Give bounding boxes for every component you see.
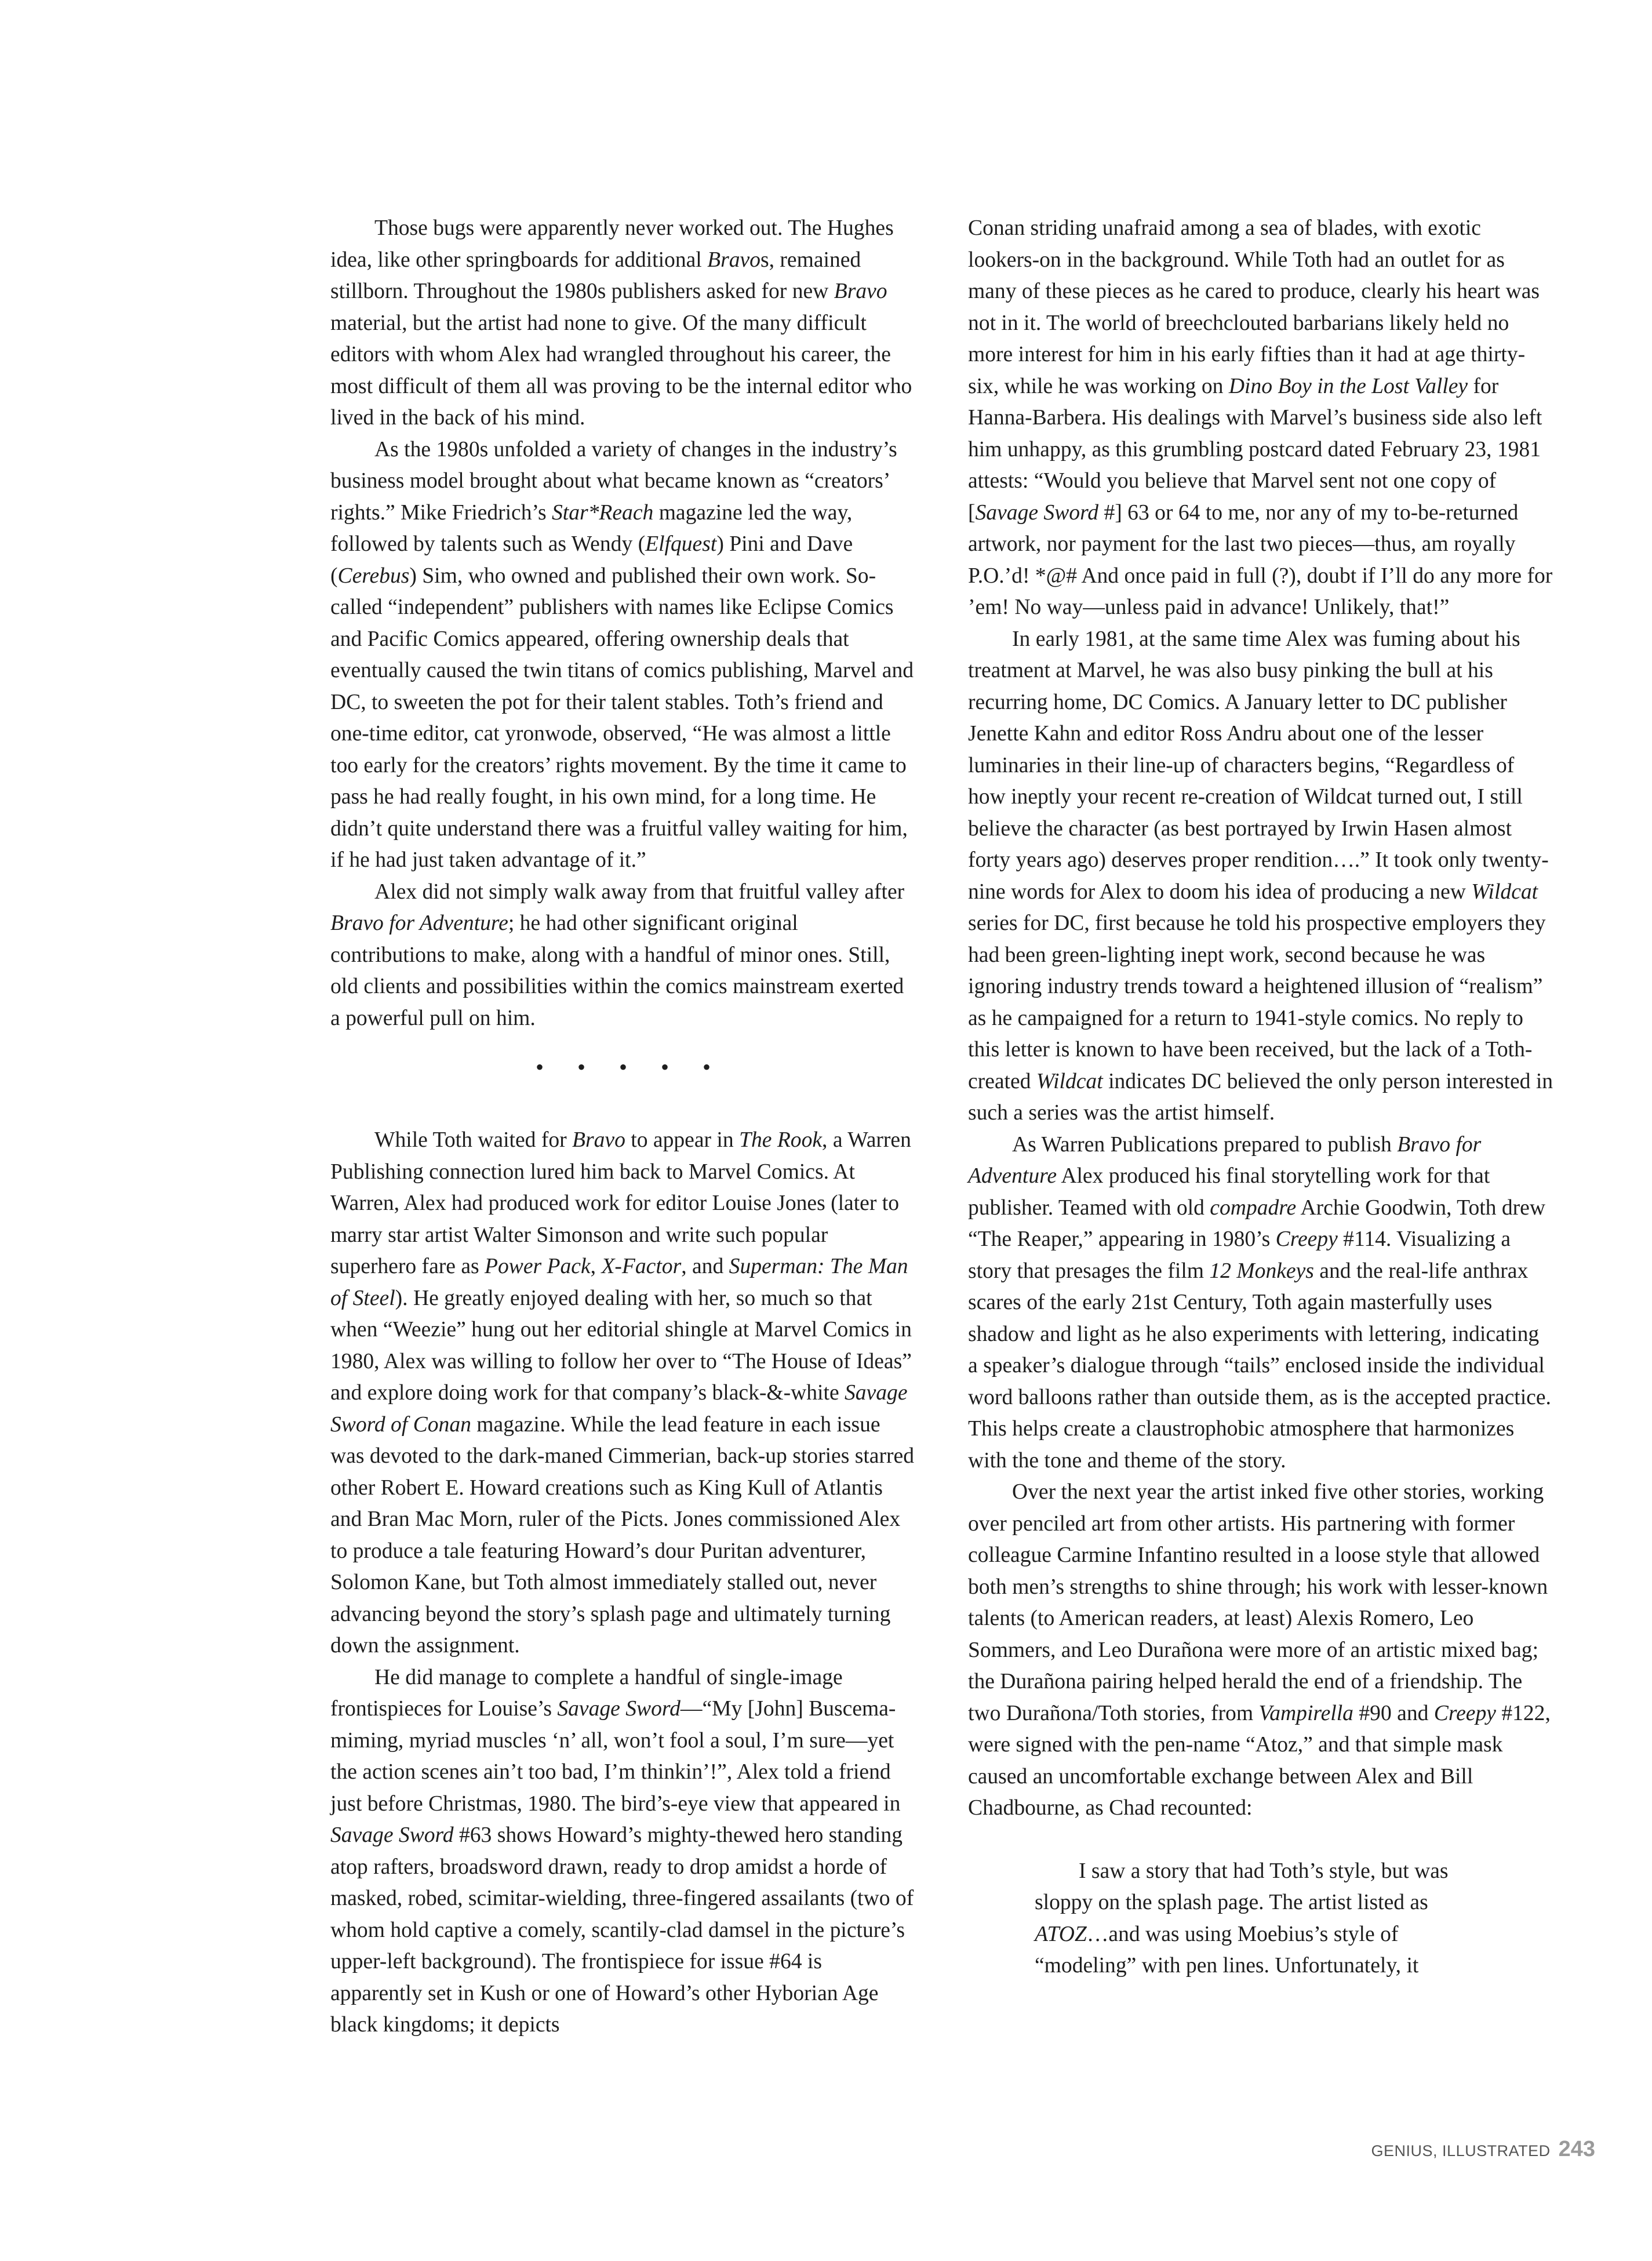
italic-title: Bravo for Adventure	[968, 1132, 1482, 1188]
paragraph: Those bugs were apparently never worked out. The Hughes idea, like other springboards for additional Bravos, remained stillborn. Throughout the 1980s publishers asked for new Bravo material, but the artist had none to give. Of the many difficult editors with whom Alex had wrangled throughout his career, the most difficult of them all was proving to be the internal editor who lived in the back of his mind.	[330, 216, 912, 430]
paragraph: While Toth waited for Bravo to appear in The Rook, a Warren Publishing connection lured him back to Marvel Comics. At Warren, Alex had produced work for editor Louise Jones (later to marry star artist Walter Simonson and write such popular superhero fare as Power Pack, X-Factor, and Superman: The Man of Steel). He greatly enjoyed dealing with her, so much so that when “Weezie” hung out her editorial shingle at Marvel Comics in 1980, Alex was willing to follow her over to “The House of Ideas” and explore doing work for that company’s black-&-white Savage Sword of Conan magazine. While the lead feature in each issue was devoted to the dark-maned Cimmerian, back-up stories starred other Robert E. Howard creations such as King Kull of Atlantis and Bran Mac Morn, ruler of the Picts. Jones commissioned Alex to produce a tale featuring Howard’s dour Puritan adventurer, Solomon Kane, but Toth almost immediately stalled out, never advancing beyond the story’s splash page and ultimately turning down the assignment.	[330, 1128, 914, 1657]
italic-title: Cerebus	[337, 564, 410, 588]
block-quote	[1035, 1856, 1455, 1982]
italic-title: Creepy	[1433, 1701, 1496, 1725]
italic-title: The Rook	[739, 1128, 823, 1152]
right-column	[968, 213, 1553, 1982]
italic-title: Vampirella	[1258, 1701, 1353, 1725]
italic-title: Savage Sword	[557, 1697, 681, 1721]
paragraph-continued: Conan striding unafraid among a sea of blades, with exotic lookers-on in the background. While Toth had an outlet for as many of these pieces as he cared to produce, clearly his heart was not in it. The world of breechclouted barbarians likely held no more interest for him in his early fifties than it had at age thirty-six, while he was working on Dino Boy in the Lost Valley for Hanna-Barbera. His dealings with Marvel’s business side also left him unhappy, as this grumbling postcard dated February 23, 1981 attests: “Would you believe that Marvel sent not one copy of [Savage Sword #] 63 or 64 to me, nor any of my to-be-returned artwork, nor payment for the last two pieces—thus, am royally P.O.’d! *@# And once paid in full (?), doubt if I’ll do any more for ’em! No way—unless paid in advance! Unlikely, that!”	[968, 216, 1553, 619]
italic-title: ATOZ	[1035, 1922, 1087, 1946]
italic-title: Star*Reach	[551, 500, 654, 525]
italic-title: Savage Sword of Conan	[330, 1381, 908, 1437]
italic-title: Superman: The Man of Steel	[330, 1255, 908, 1310]
italic-title: X-Factor	[601, 1255, 682, 1278]
italic-title: Power Pack	[485, 1255, 591, 1278]
italic-title: Bravo	[707, 248, 760, 272]
section-break: • • • • •	[535, 1054, 725, 1080]
page-number: 243	[1558, 2137, 1595, 2161]
italic-title: Dino Boy in the Lost Valley	[1228, 374, 1468, 398]
paragraph: As Warren Publications prepared to publish Bravo for Adventure Alex produced his final storytelling work for that publisher. Teamed with old compadre Archie Goodwin, Toth drew “The Reaper,” appearing in 1980’s Creepy #114. Visualizing a story that presages the film 12 Monkeys and the real-life anthrax scares of the early 21st Century, Toth again masterfully uses shadow and light as he also experiments with lettering, indicating a speaker’s dialogue through “tails” enclosed inside the individual word balloons rather than outside them, as is the accepted practice. This helps create a claustrophobic atmosphere that harmonizes with the tone and theme of the story.	[968, 1132, 1551, 1473]
italic-title: Bravo	[572, 1128, 625, 1152]
italic-title: 12 Monkeys	[1209, 1259, 1314, 1283]
italic-title: Bravo	[834, 279, 887, 303]
paragraph: Over the next year the artist inked five other stories, working over penciled art from other artists. His partnering with former colleague Carmine Infantino resulted in a loose style that allowed both men’s strengths to shine through; his work with lesser-known talents (to American readers, at least) Alexis Romero, Leo Sommers, and Leo Durañona were more of an artistic mixed bag; the Durañona pairing helped herald the end of a friendship. The two Durañona/Toth stories, from Vampirella #90 and Creepy #122, were signed with the pen-name “Atoz,” and that simple mask caused an uncomfortable exchange between Alex and Bill Chadbourne, as Chad recounted:	[968, 1480, 1551, 1820]
italic-title: Wildcat	[1036, 1069, 1103, 1093]
italic-title: Creepy	[1275, 1227, 1338, 1251]
italic-title: Savage Sword	[975, 500, 1099, 525]
italic-title: compadre	[1210, 1195, 1297, 1220]
italic-title: Wildcat	[1471, 879, 1538, 904]
italic-title: Bravo for Adventure	[330, 911, 508, 935]
italic-title: Savage Sword	[330, 1823, 454, 1847]
quote-paragraph: I saw a story that had Toth’s style, but was sloppy on the splash page. The artist listed as ATOZ…and was using Moebius’s style of “modeling” with pen lines. Unfortunately, it	[1035, 1859, 1449, 1978]
paragraph: In early 1981, at the same time Alex was fuming about his treatment at Marvel, he was also busy pinking the bull at his recurring home, DC Comics. A January letter to DC publisher Jenette Kahn and editor Ross Andru about one of the lesser luminaries in their line-up of characters begins, “Regardless of how ineptly your recent re-creation of Wildcat turned out, I still believe the character (as best portrayed by Irwin Hasen almost forty years ago) deserves proper rendition….” It took only twenty-nine words for Alex to doom his idea of producing a new Wildcat series for DC, first because he told his prospective employers they had been green-lighting inept work, second because he was ignoring industry trends toward a heightened illusion of “realism” as he campaigned for a return to 1941-style comics. No reply to this letter is known to have been received, but the lack of a Toth-created Wildcat indicates DC believed the only person interested in such a series was the artist himself.	[968, 627, 1553, 1125]
running-head: GENIUS, ILLUSTRATED	[1371, 2142, 1551, 2160]
page-footer	[1371, 2137, 1595, 2162]
paragraph: Alex did not simply walk away from that fruitful valley after Bravo for Adventure; he had other significant original contributions to make, along with a handful of minor ones. Still, old clients and possibilities within the comics mainstream exerted a powerful pull on him.	[330, 879, 905, 1030]
left-column	[330, 213, 916, 2041]
italic-title: Elfquest	[645, 532, 717, 556]
paragraph: He did manage to complete a handful of single-image frontispieces for Louise’s Savage Sword—“My [John] Buscema-miming, myriad muscles ‘n’ all, won’t fool a soul, I’m sure—yet the action scenes ain’t too bad, I’m thinkin’!”, Alex told a friend just before Christmas, 1980. The bird’s-eye view that appeared in Savage Sword #63 shows Howard’s mighty-thewed hero standing atop rafters, broadsword drawn, ready to drop amidst a horde of masked, robed, scimitar-wielding, three-fingered assailants (two of whom hold captive a comely, scantily-clad damsel in the picture’s upper-left background). The frontispiece for issue #64 is apparently set in Kush or one of Howard’s other Hyborian Age black kingdoms; it depicts	[330, 1665, 914, 2037]
paragraph: As the 1980s unfolded a variety of changes in the industry’s business model brought about what became known as “creators’ rights.” Mike Friedrich’s Star*Reach magazine led the way, followed by talents such as Wendy (Elfquest) Pini and Dave (Cerebus) Sim, who owned and published their own work. So-called “independent” publishers with names like Eclipse Comics and Pacific Comics appeared, offering ownership deals that eventually caused the twin titans of comics publishing, Marvel and DC, to sweeten the pot for their talent stables. Toth’s friend and one-time editor, cat yronwode, observed, “He was almost a little too early for the creators’ rights movement. By the time it came to pass he had really fought, in his own mind, for a long time. He didn’t quite understand there was a fruitful valley waiting for him, if he had just taken advantage of it.”	[330, 437, 914, 872]
